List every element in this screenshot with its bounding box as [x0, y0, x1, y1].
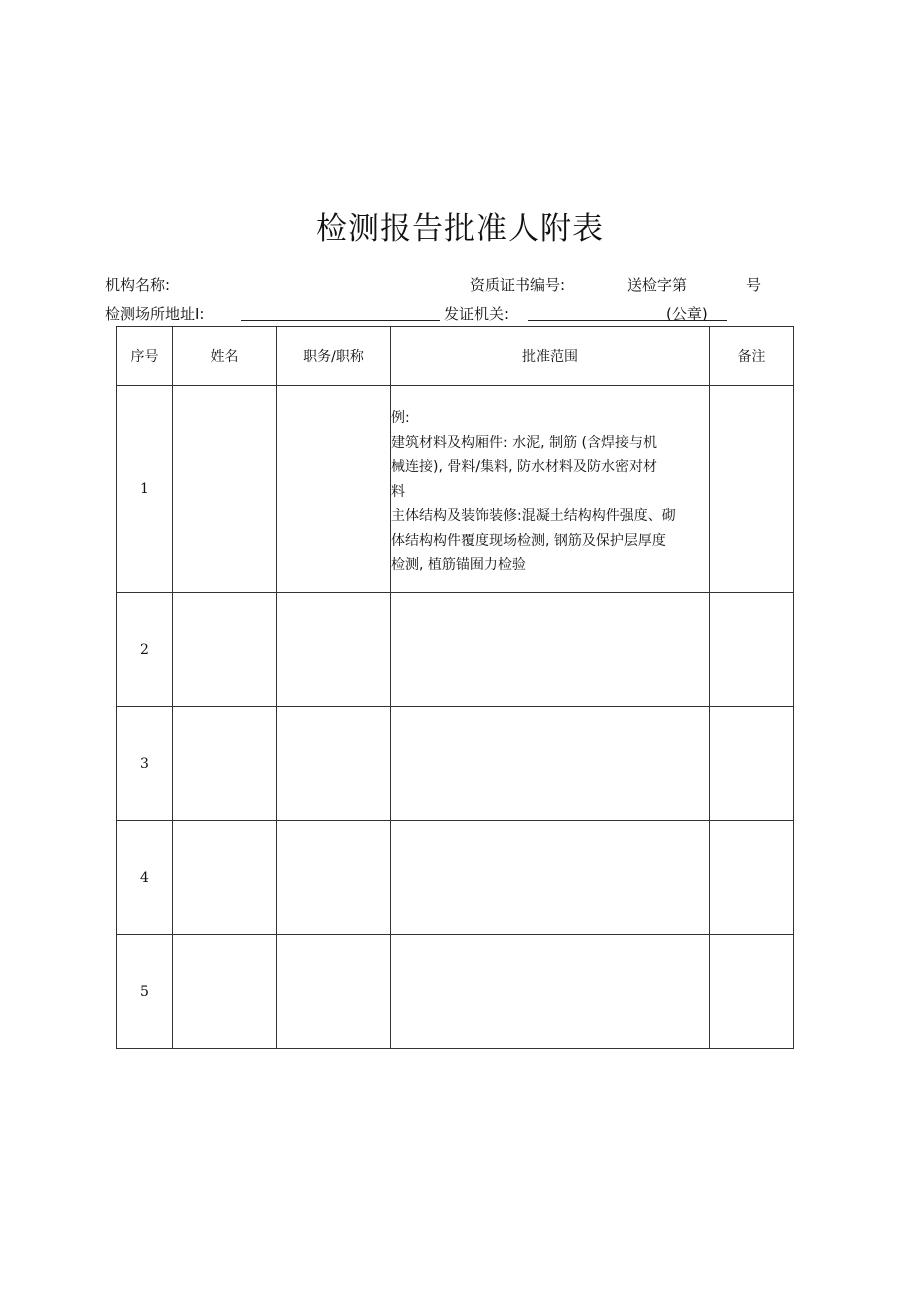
scope-line: 料 [391, 483, 405, 500]
scope-line: 体结构构件覆度现场检测, 钢筋及保护层厚度 [391, 532, 666, 549]
col-header-name: 姓名 [173, 327, 277, 386]
table-row [117, 707, 794, 821]
col-header-no: 序号 [117, 327, 173, 386]
note-cell[interactable] [710, 821, 794, 935]
scope-line: 建筑材料及构厢件: 水泥, 制筋 (含焊接与机 [391, 434, 657, 451]
col-header-note: 备注 [710, 327, 794, 386]
scope-cell[interactable] [391, 821, 710, 935]
scope-cell[interactable] [391, 707, 710, 821]
row-number: 4 [117, 821, 173, 935]
table-row [117, 821, 794, 935]
scope-cell[interactable] [391, 593, 710, 707]
issuer-label: 发证机关: [444, 305, 510, 323]
approver-table [116, 326, 794, 1049]
title-cell[interactable] [277, 386, 391, 593]
name-cell[interactable] [173, 593, 277, 707]
table-row [117, 386, 794, 593]
address-underline [241, 320, 440, 321]
scope-line: 例: [391, 410, 410, 426]
scope-line: 械连接), 骨料/集料, 防水材料及防水密对材 [391, 459, 657, 475]
title-cell[interactable] [277, 821, 391, 935]
scope-cell[interactable] [391, 386, 710, 593]
col-header-scope: 批准范围 [391, 327, 710, 386]
note-cell[interactable] [710, 386, 794, 593]
note-cell[interactable] [710, 707, 794, 821]
title-cell[interactable] [277, 593, 391, 707]
scope-line: 检测, 植筋锚囿力检验 [391, 557, 526, 573]
name-cell[interactable] [173, 821, 277, 935]
scope-cell[interactable] [391, 935, 710, 1049]
name-cell[interactable] [173, 707, 277, 821]
table-row [117, 935, 794, 1049]
title-cell[interactable] [277, 935, 391, 1049]
row-number: 1 [117, 386, 173, 593]
name-cell[interactable] [173, 386, 277, 593]
cert-no-suffix: 号 [746, 276, 762, 294]
title-cell[interactable] [277, 707, 391, 821]
cert-no-prefix: 送检字第 [627, 276, 688, 294]
note-cell[interactable] [710, 593, 794, 707]
name-cell[interactable] [173, 935, 277, 1049]
cert-no-label: 资质证书编号: [470, 276, 566, 294]
table-row [117, 593, 794, 707]
table-header-row [117, 327, 794, 386]
row-number: 2 [117, 593, 173, 707]
seal-label: (公章) [666, 305, 708, 323]
note-cell[interactable] [710, 935, 794, 1049]
page-title: 检测报告批准人附表 [316, 211, 604, 247]
address-label: 检测场所地址I: [105, 305, 205, 323]
row-number: 3 [117, 707, 173, 821]
row-number: 5 [117, 935, 173, 1049]
org-name-label: 机构名称: [105, 276, 171, 294]
scope-line: 主体结构及装饰装修:混凝土结构构件强度、砌 [391, 508, 676, 524]
col-header-title: 职务/职称 [277, 327, 391, 386]
